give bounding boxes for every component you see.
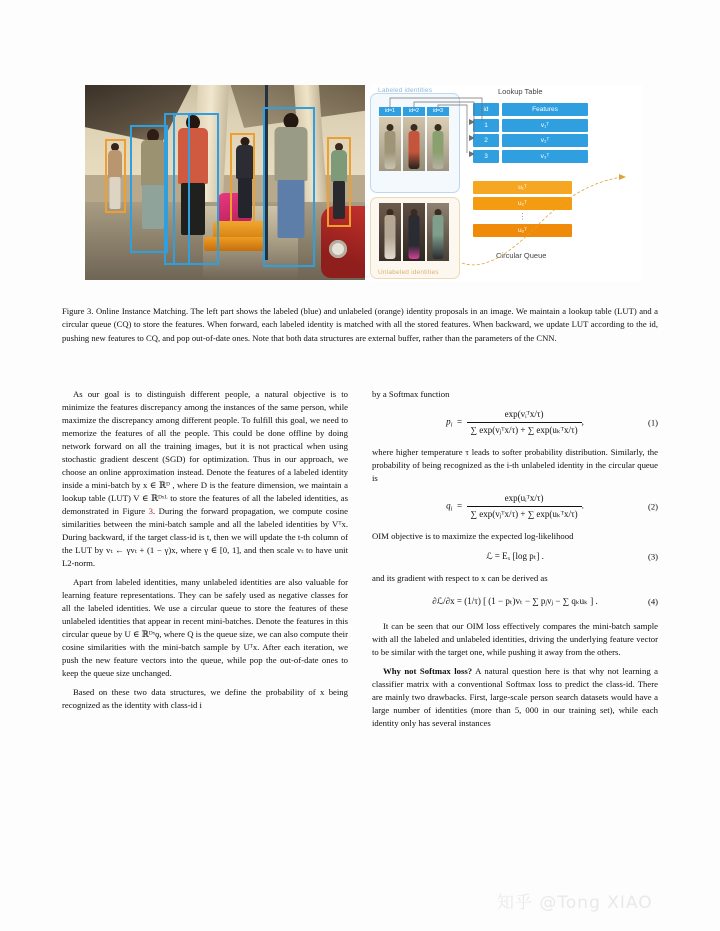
figure-caption: Figure 3. Online Instance Matching. The left part shows the labeled (blue) and unlabeled (orange) identity proposals in an image. We maintain a lookup table (LUT) and a circular queue (CQ) to store the features. When forward, each labeled identity is matched with all the stored features. When backward, we update LUT according to the id, pushing new features to CQ, and pop out-of-date ones. Note that both data structures are external buffer, rather than the parameters of the CNN.	[62, 306, 658, 343]
diagram-connectors	[370, 85, 642, 281]
paragraph-softmax-lead: by a Softmax function	[372, 389, 450, 399]
paragraph-after-eq3: and its gradient with respect to x can be derived as	[372, 573, 548, 583]
eq1-denominator: ∑ exp(vⱼᵀx/τ) + ∑ exp(uₖᵀx/τ)	[467, 422, 582, 437]
eq1-equals: =	[454, 416, 465, 427]
bbox-labeled-3	[173, 113, 219, 265]
figure-3	[85, 85, 642, 281]
eq3-body: ℒ = Eₓ [log pₜ] .	[486, 551, 544, 561]
paragraph-text: A natural question here is that why not learning a classifier matrix with a conventional Softmax loss to predict the class-id. There are mainly two drawbacks. First, large-scale person search datasets would have a large number of identities (more than 5, 000 in our training set), while each identity only has several instances	[372, 666, 658, 728]
eq1-fraction	[467, 408, 582, 437]
equation-2	[372, 492, 658, 521]
equation-3	[372, 550, 658, 563]
eq2-fraction	[467, 492, 582, 521]
paragraph-unlabeled-identities	[62, 576, 348, 680]
inline-math-lut-V: V ∈ ℝᴰˣᴸ to store the features of all the labeled identities, as demonstrated in Figure	[62, 493, 348, 516]
eq2-lhs: q	[446, 500, 451, 511]
lut-header-id: id	[473, 103, 499, 116]
cq-arrowhead	[619, 174, 626, 180]
bbox-unlabeled-1	[105, 139, 126, 213]
cq-cell-1: u₁ᵀ	[473, 181, 572, 194]
id-tag-1: id=1	[379, 107, 401, 116]
eq4-number: (4)	[647, 596, 658, 606]
eq4-body: ∂ℒ/∂x = (1/τ) [ (1 − pₜ)vₜ − ∑ pⱼvⱼ − ∑ qₖuₖ ] .	[432, 596, 598, 606]
figure-photo-scene	[85, 85, 365, 280]
eq3-number: (3)	[647, 551, 658, 561]
labeled-identities-label: Labeled identities	[378, 87, 433, 94]
eq2-denominator: ∑ exp(vⱼᵀx/τ) + ∑ exp(uₖᵀx/τ)	[467, 506, 582, 521]
paragraph-probability-definition	[62, 686, 348, 712]
equation-4	[372, 595, 658, 608]
arrow-id3-to-lut	[438, 105, 467, 153]
arrow-id1-to-lut	[390, 98, 482, 121]
paragraph-online-approximation	[62, 388, 348, 570]
eq2-number: (2)	[647, 501, 658, 511]
eq2-equals: =	[454, 500, 465, 511]
bbox-labeled-4	[263, 107, 315, 267]
bbox-unlabeled-2	[230, 133, 255, 225]
paragraph-text: Based on these two data structures, we define the probability of	[73, 687, 316, 697]
lookup-table-title: Lookup Table	[498, 87, 543, 96]
arrow-id2-to-lut	[414, 102, 474, 137]
paragraph-text: Apart from labeled identities, many unlabeled identities are also valuable for learning feature representations. They can be safely used as negative classes for all the labeled identities. We use a circular queue to store the features of these unlabeled identities that appear in recent mini-batches. Denote the features in this circular queue by	[62, 577, 348, 639]
eq1-lhs-subscript: i	[450, 421, 453, 429]
why-not-softmax-heading: Why not Softmax loss?	[383, 666, 473, 676]
eq1-numerator: exp(vᵢᵀx/τ)	[504, 409, 544, 419]
inline-math-x-in-Rd: x ∈ ℝᴰ , where D is the feature dimension, we maintain a lookup table (LUT)	[62, 480, 349, 503]
figure-reference-link[interactable]: 3	[148, 506, 153, 516]
lut-row-1-id: 1	[473, 119, 499, 132]
bbox-unlabeled-3	[327, 137, 351, 227]
id-tag-2: id=2	[403, 107, 425, 116]
circular-queue-loop-arrow	[462, 177, 622, 265]
unlabeled-identities-label: Unlabeled identities	[378, 269, 439, 276]
cq-cell-last: uₒᵀ	[473, 224, 572, 237]
inline-math-forward-backward: . During the forward propagation, we compute cosine similarities between the mini-batch sample and all the labeled identities by Vᵀx. During backward, if the target class-id is t, then we will update the t-th column of the LUT by vₜ ← γvₜ + (1 − γ)x, where γ ∈ [0, 1], and then scale vₜ to have unit L2-norm.	[62, 506, 348, 568]
lut-row-2-feature: v₂ᵀ	[502, 134, 588, 147]
body-column-left	[62, 388, 348, 718]
paragraph-oim-loss-discussion: It can be seen that our OIM loss effectively compares the mini-batch sample with all the labeled and unlabeled identities, driving the underlying feature vector to be similar with the target one, while pushing it away from the others.	[372, 621, 658, 657]
cq-cell-2: u₂ᵀ	[473, 197, 572, 210]
eq2-lhs-subscript: i	[450, 505, 453, 513]
eq2-trailing: .	[581, 500, 584, 511]
zhihu-watermark: 知乎 @Tong XIAO	[497, 893, 653, 913]
paragraph-why-not-softmax	[372, 665, 658, 730]
lut-row-3-id: 3	[473, 150, 499, 163]
bbox-labeled-1	[130, 125, 168, 253]
lut-header-features: Features	[502, 103, 588, 116]
eq1-lhs: p	[446, 416, 451, 427]
oim-diagram	[370, 85, 642, 281]
lut-row-1-feature: v₁ᵀ	[502, 119, 588, 132]
eq1-number: (1)	[647, 417, 658, 427]
eq1-trailing: ,	[581, 416, 584, 427]
paragraph-text: As our goal is to distinguish different people, a natural objective is to minimize the features discrepancy among the instances of the same person, while maximize the discrepancy among different people. To fulfill this goal, we need to memorize the features of all the people. This could be done offline by doing network forward on all the training images, but it is not practical when using stochastic gradient descent (SGD) for optimization. Thus in our approach, we choose an online approximation instead. Denote the features of a labeled identity inside a mini-batch by	[62, 389, 348, 490]
lut-row-3-feature: v₃ᵀ	[502, 150, 588, 163]
eq2-numerator: exp(uᵢᵀx/τ)	[504, 493, 544, 503]
paragraph-after-eq2: OIM objective is to maximize the expected log-likelihood	[372, 531, 574, 541]
equation-1	[372, 408, 658, 437]
body-column-right	[372, 388, 658, 736]
id-tag-3: id=3	[427, 107, 449, 116]
inline-math-class-id-i: x being recognized as the identity with class-id i	[62, 687, 348, 710]
paragraph-after-eq1: where higher temperature τ leads to softer probability distribution. Similarly, the probability of being recognized as the i-th unlabeled identity in the circular queue is	[372, 447, 658, 483]
cq-cell-ellipsis: ⋮	[518, 212, 527, 221]
inline-math-U-queue: U ∈ ℝᴰˣǫ, where Q is the queue size, we can also compute their cosine similarities with the mini-batch sample by Uᵀx. After each iteration, we push the new feature vectors into the queue, while pop the out-of-date ones to keep the queue size unchanged.	[62, 629, 348, 678]
lut-row-2-id: 2	[473, 134, 499, 147]
circular-queue-title: Circular Queue	[496, 251, 547, 260]
